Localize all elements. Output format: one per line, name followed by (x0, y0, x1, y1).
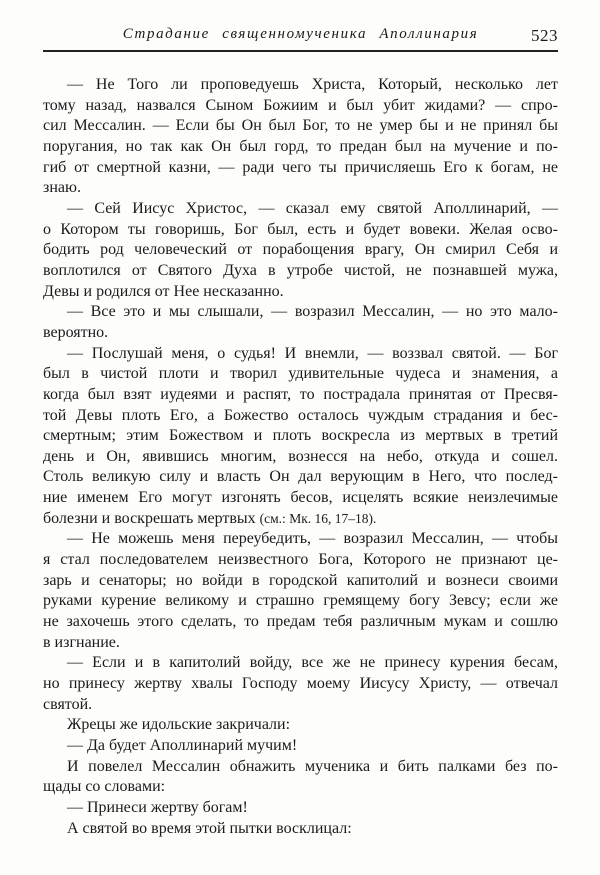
paragraph (43, 653, 558, 715)
text-line: бодить род человеческий от порабощения врагу, Он смирил Себя и (43, 241, 558, 259)
text-line: в изгнание. (43, 633, 120, 651)
text-line: зарь и сенаторы; но войди в городской капитолий и вознеси своими (43, 571, 558, 589)
text-line: руками курение великому и страшно гремящему богу Зевсу; если же (43, 592, 558, 610)
text-line: — Да будет Аполлинарий мучим! (67, 737, 298, 754)
scripture-reference: (см.: Мк. 16, 17–18). (259, 510, 377, 526)
text-line: знаю. (43, 179, 81, 197)
running-title: Страдание священномученика Аполлинария (122, 26, 479, 42)
page-header (43, 25, 558, 52)
text-line: — Не можешь меня переубедить, — возразил Мессалин, — чтобы (67, 530, 558, 548)
text-line: о Котором ты говоришь, Бог был, есть и будет вовеки. Желая осво- (43, 220, 558, 238)
paragraph (43, 344, 558, 530)
text-line: тому назад, назвался Сыном Божиим и был убит жидами? — спро- (43, 96, 558, 114)
text-line: сил Мессалин. — Если бы Он был Бог, то не умер бы и не принял бы (43, 117, 558, 135)
text-line: поругания, но так как Он был горд, то предан был на мучение и по- (43, 137, 558, 155)
text-line: не захочешь этого сделать, то предам тебя различным мукам и сошлю (43, 613, 558, 631)
paragraph (43, 75, 558, 199)
text-line: И повелел Мессалин обнажить мученика и бить палками без по- (67, 757, 558, 775)
text-line: был в чистой плоти и творил удивительные чудеса и знамения, а (43, 365, 558, 383)
text-line: — Послушай меня, о судья! И внемли, — воззвал святой. — Бог (67, 344, 558, 362)
paragraph (43, 199, 558, 302)
text-line: той Девы плоть Его, а Божество осталось чуждым страдания и бес- (43, 406, 558, 424)
text-line: вероятно. (43, 323, 109, 341)
text-line: день и Он, явившись многим, вознесся на небо, откуда и сошел. (43, 447, 558, 465)
text-line: — Принеси жертву богам! (67, 798, 248, 816)
text-line: воплотился от Святого Духа в утробе чистой, не познавшей мужа, (43, 261, 558, 279)
text-line: — Если и в капитолий войду, все же не принесу курения бесам, (67, 654, 558, 672)
text-line: Жрецы же идольские закричали: (67, 716, 291, 734)
body-text (43, 75, 558, 839)
paragraph (43, 757, 558, 798)
text-line: щады со словами: (43, 778, 166, 796)
text-line: Девы и родился от Нее несказанно. (43, 282, 284, 300)
text-line: когда был взят иудеями и распят, то пострадала принятая от Пресвя- (43, 385, 558, 403)
text-line: — Не Того ли проповедуешь Христа, Который, несколько лет (67, 76, 558, 93)
text-line: но принесу жертву хвалы Господу моему Иисусу Христу, — отвечал (43, 675, 558, 693)
paragraph (43, 715, 558, 736)
text-line: смертным; этим Божеством и плоть воскресла из мертвых в третий (43, 427, 558, 445)
text-line: А святой во время этой пытки восклицал: (67, 819, 352, 837)
text-line: ние именем Его могут изгонять бесов, исцелять всякие неизлечимые (43, 489, 558, 507)
paragraph (43, 798, 558, 819)
paragraph (43, 529, 558, 653)
text-line: я стал последователем неизвестного Бога, Которого не признают це- (43, 551, 558, 569)
paragraph (43, 302, 558, 343)
text-segment: болезни и воскрешать мертвых (43, 509, 260, 527)
page-number: 523 (531, 26, 558, 45)
paragraph (43, 819, 558, 840)
text-line: Столь великую силу и власть Он дал верующим в Него, что послед- (43, 468, 558, 486)
text-line: — Сей Иисус Христос, — сказал ему святой Аполлинарий, — (67, 199, 558, 217)
paragraph (43, 736, 558, 757)
text-line: святой. (43, 695, 93, 713)
text-line: — Все это и мы слышали, — возразил Мессалин, — но это мало- (67, 303, 558, 321)
text-line: гиб от смертной казни, — ради чего ты причисляешь Его к богам, не (43, 158, 558, 176)
text-line (43, 509, 558, 530)
